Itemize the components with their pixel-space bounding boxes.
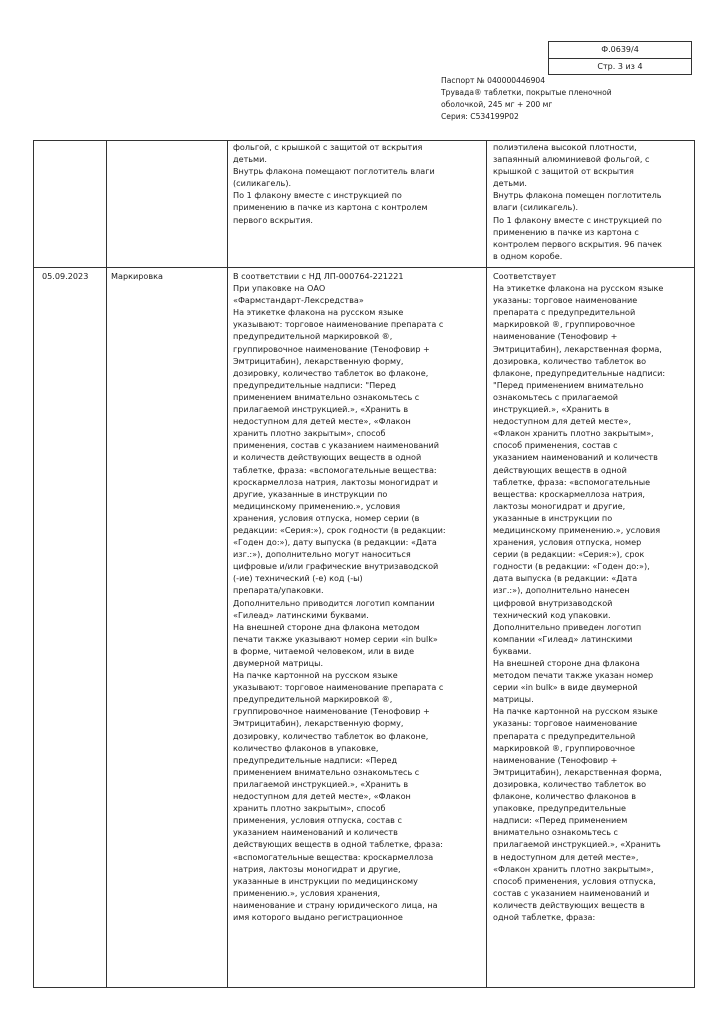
row-divider — [34, 267, 694, 268]
page-number: Стр. 3 из 4 — [549, 58, 691, 75]
form-code: Ф.0639/4 — [601, 45, 639, 54]
row2-parameter: Маркировка — [111, 271, 163, 281]
passport-info: Паспорт № 040000446904 Трувада® таблетки, покрытые пленочной оболочкой, 245 мг + 200 мг Серия: С534199Р02 — [441, 76, 612, 121]
row1-spec-text: фольгой, с крышкой с защитой от вскрытия детьми. Внутрь флакона помещают поглотитель влаги (силикагель). По 1 флакону вместе с инструкцией по применению в пачке из картона с контролем первого вскрытия. — [233, 142, 435, 225]
row2-date: 05.09.2023 — [42, 271, 89, 281]
results-table — [33, 140, 695, 988]
form-code-box — [548, 41, 692, 75]
row1-result-text: полиэтилена высокой плотности, запаянный алюминиевой фольгой, с крышкой с защитой от вскрытия детьми. Внутрь флакона помещен поглотитель влаги (силикагель). По 1 флакону вместе с инструкцией по применению в пачке из картона с контролем первого вскрытия. 96 пачек в одном коробе. — [493, 142, 663, 261]
row2-result-text: Соответствует На этикетке флакона на русском языке указаны: торговое наименование препарата с предупредительной маркировкой ®, группировочное наименование (Тенофовир + Эмтрицитабин), лекарственная форма, дозировка, количество таблеток во флаконе, предупредительные надписи: "Перед применением внимательно ознакомьтесь с прилагаемой инструкцией.», «Хранить в недоступном для детей месте», «Флакон хранить плотно закрытым», способ применения, состав с указанием наименований и количеств действующих веществ в одной таблетке, фраза: «вспомогательные вещества: кроскармеллоза натрия, лактозы моногидрат и другие, указанные в инструкции по медицинскому применению.», условия хранения, условия отпуска, номер серии (в редакции: «Серия:»), срок годности (в редакции: «Годен до:»), дата выпуска (в редакции: «Дата изг.:»), дополнительно нанесен цифровой внутризаводской технический код упаковки. Дополнительно приведен логотип компании «Гилеад» латинскими буквами. На внешней стороне дна флакона методом печати также указан номер серии «in bulk» в виде двумерной матрицы. На пачке картонной на русском языке указаны: торговое наименование препарата с предупредительной маркировкой ®, группировочное наименование (Тенофовир + Эмтрицитабин), лекарственная форма, дозировка, количество таблеток во флаконе, количество флаконов в упаковке, предупредительные надписи: «Перед применением внимательно ознакомьтесь с прилагаемой инструкцией.», «Хранить в недоступном для детей месте», «Флакон хранить плотно закрытым», способ применения, условия отпуска, состав с указанием наименований и количеств действующих веществ в одной таблетке, фраза: — [493, 271, 666, 922]
row2-spec-text: В соответствии с НД ЛП-000764-221221 При упаковке на ОАО «Фармстандарт-Лексредства» На этикетке флакона на русском языке указывают: торговое наименование препарата с предупредительной маркировкой ®, группировочное наименование (Тенофовир + Эмтрицитабин), лекарственную форму, дозировку, количество таблеток во флаконе, предупредительные надписи: "Перед применением внимательно ознакомьтесь с прилагаемой инструкцией.», «Хранить в недоступном для детей месте», «Флакон хранить плотно закрытым», способ применения, состав с указанием наименований и количеств действующих веществ в одной таблетке, фраза: «вспомогательные вещества: кроскармеллоза натрия, лактозы моногидрат и другие, указанные в инструкции по медицинскому применению.», условия хранения, условия отпуска, номер серии (в редакции: «Серия:»), срок годности (в редакции: «Годен до:»), дату выпуска (в редакции: «Дата изг.:»), дополнительно могут наноситься цифровые и/или графические внутризаводской (-ие) технический (-е) код (-ы) препарата/упаковки. Дополнительно приводится логотип компании «Гилеад» латинскими буквами. На внешней стороне дна флакона методом печати также указывают номер серии «in bulk» в форме, читаемой человеком, или в виде двумерной матрицы. На пачке картонной на русском языке указывают: торговое наименование препарата с предупредительной маркировкой ®, группировочное наименование (Тенофовир + Эмтрицитабин), лекарственную форму, дозировку, количество таблеток во флаконе, количество флаконов в упаковке, предупредительные надписи: «Перед применением внимательно ознакомьтесь с прилагаемой инструкцией.», «Хранить в недоступном для детей месте», «Флакон хранить плотно закрытым», способ применения, условия отпуска, состав с указанием наименований и количеств действующих веществ в одной таблетке, фраза: «вспомогательные вещества: кроскармеллоза натрия, лактозы моногидрат и другие, указанные в инструкции по медицинскому применению.», условия хранения, наименование и страну юридического лица, на имя которого выдано регистрационное — [233, 271, 446, 922]
